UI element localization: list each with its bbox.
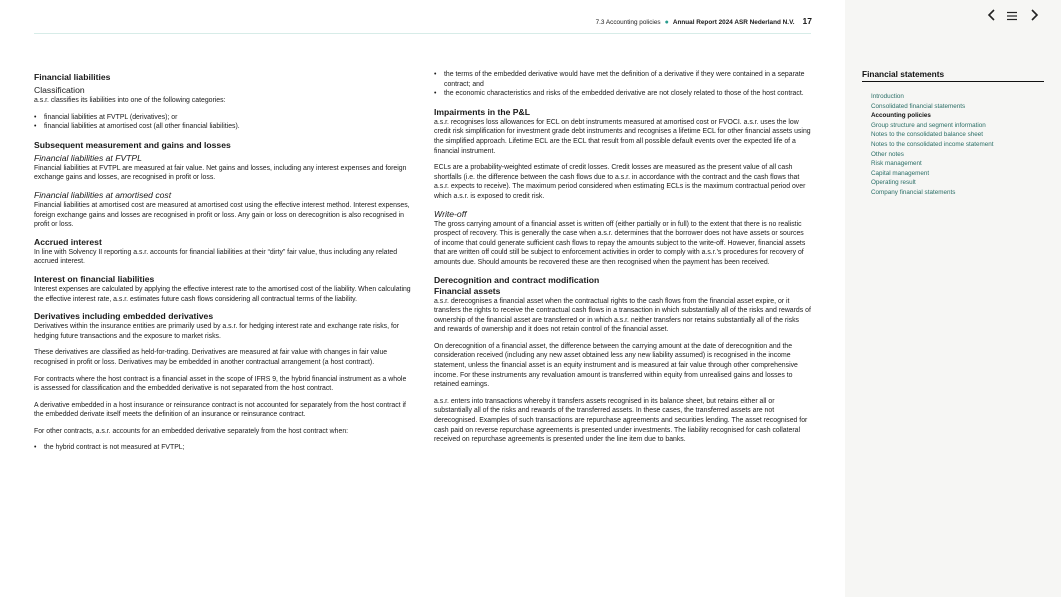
paragraph-derivatives-3: For contracts where the host contract is a financial asset in the scope of IFRS 9, the hybrid financial instrument as a whole is assessed for classification and the embedded derivative is not separated from the host contract.: [34, 375, 407, 393]
paragraph-derivatives-2: These derivatives are classified as held-for-trading. Derivatives are measured at fair value with changes in fair value recognised in profit or loss. Derivatives may be embedded in another contractual arrangement (a host contract).: [34, 349, 388, 366]
classification-list: [34, 113, 411, 132]
header-section[interactable]: 7.3 Accounting policies: [595, 19, 661, 26]
list-item: • financial liabilities at FVTPL (derivatives); or: [34, 113, 411, 123]
toc-divider: [862, 81, 1044, 82]
left-column: [34, 68, 411, 461]
chevron-left-icon[interactable]: [983, 8, 1001, 26]
heading-classification: Classification: [34, 85, 85, 95]
header-report-title: Annual Report 2024 ASR Nederland N.V.: [672, 19, 795, 26]
paragraph-derecognition-1: a.s.r. derecognises a financial asset when the contractual rights to the cash flows from the financial asset expire, or it transfers the rights to receive the contractual cash flows in a transaction in which substantially all of the risks and rewards of ownership of the financial asset are transferred or in which a.s.r. neither transfers nor retains substantially all of the risks and rewards of ownership and it does not retain control of the financial asset.: [434, 297, 811, 334]
paragraph-impairments-2: ECLs are a probability-weighted estimate of credit losses. Credit losses are measured as the present value of all cash shortfalls (i.e. the difference between the cash flows due to a.s.r. in accordance with the contract and the cash flows that a.s.r. expects to receive). The maximum period considered when estimating ECLs is the maximum contractual period over which a.s.r. is exposed to credit risk.: [434, 164, 806, 200]
heading-interest-financial-liabilities: Interest on financial liabilities: [34, 273, 155, 284]
toc-item-operating-result[interactable]: Operating result: [871, 179, 916, 187]
list-item: • financial liabilities at amortised cost (all other financial liabilities).: [34, 122, 411, 132]
header-divider: [34, 33, 811, 34]
list-item: • the economic characteristics and risks of the embedded derivative are not closely related to those of the host contract.: [434, 89, 811, 99]
paragraph-write-off: The gross carrying amount of a financial asset is written off (either partially or in full) to the extent that there is no realistic prospect of recovery. This is generally the case when a.s.r. determines that the borrower does not have assets or sources of income that could generate sufficient cash flows to repay the amounts subject to the write-off. However, financial assets that are written off could still be subject to enforcement activities in order to comply with a.s.r.’s procedures for recovery of amounts due. Should amounts be recovered these are then recognised when the payment has been received.: [434, 220, 806, 266]
right-column: [434, 68, 811, 452]
heading-accrued-interest: Accrued interest: [34, 236, 102, 247]
paragraph-derivatives-4: A derivative embedded in a host insurance or reinsurance contract is not accounted for separately from the host contract if the embedded derivate itself meets the definition of an insurance or reinsurance contract.: [34, 401, 406, 419]
paragraph-fvtpl: Financial liabilities at FVTPL are measured at fair value. Net gains and losses, including any interest expenses and foreign exchange gains and losses, are recognised in profit or loss.: [34, 164, 407, 182]
toc-item-risk-management[interactable]: Risk management: [871, 160, 922, 168]
toc-list: [871, 92, 994, 198]
list-item: • the hybrid contract is not measured at FVTPL;: [34, 443, 411, 453]
paragraph-derecognition-3: a.s.r. enters into transactions whereby it transfers assets recognised in its balance sheet, but retains either all or substantially all of the risks and rewards of the transferred assets. In these cases, the transferred assets are not derecognised. Examples of such transactions are repurchase agreements and securities lending. The asset recognised for cash paid on reverse repurchase agreements is presented under investments. The liability recognised for cash collateral received on repurchase agreements is presented under the line item due to banks.: [434, 397, 808, 444]
heading-derecognition: Derecognition and contract modification: [434, 274, 600, 285]
page-header: [540, 14, 812, 28]
paragraph-derivatives-1: Derivatives within the insurance entities are primarily used by a.s.r. for hedging interest rate and exchange rate risks, for hedging future transactions and the exposure to market risks.: [34, 323, 399, 340]
heading-financial-assets: Financial assets: [434, 285, 501, 296]
toc-item-consolidated-statements[interactable]: Consolidated financial statements: [871, 102, 966, 110]
toc-item-accounting-policies[interactable]: Accounting policies: [871, 112, 931, 120]
heading-financial-liabilities: Financial liabilities: [34, 72, 111, 82]
derivative-conditions-list-continued: [434, 70, 811, 99]
heading-write-off: Write-off: [434, 208, 467, 219]
heading-liabilities-fvtpl: Financial liabilities at FVTPL: [34, 152, 142, 163]
header-dot-icon: ●: [664, 19, 669, 26]
toc-item-company-statements[interactable]: Company financial statements: [871, 188, 956, 196]
toc-item-introduction[interactable]: Introduction: [871, 93, 904, 100]
heading-liabilities-amortised-cost: Financial liabilities at amortised cost: [34, 189, 172, 200]
heading-derivatives: Derivatives including embedded derivatives: [34, 311, 214, 322]
paragraph-interest: Interest expenses are calculated by applying the effective interest rate to the amortised cost of the liability. When calculating the effective interest rate, a.s.r. estimates future cash flows considering all contractual terms of the liability.: [34, 285, 411, 303]
derivative-conditions-list: [34, 443, 411, 453]
sidebar: [845, 0, 1061, 597]
heading-subsequent-measurement: Subsequent measurement and gains and losses: [34, 139, 231, 150]
chevron-right-icon[interactable]: [1025, 8, 1043, 26]
heading-impairments: Impairments in the P&L: [434, 106, 530, 117]
paragraph-classification: a.s.r. classifies its liabilities into one of the following categories:: [34, 97, 226, 104]
list-item: • the terms of the embedded derivative would have met the definition of a derivative if they were contained in a separate contract; and: [434, 70, 811, 89]
toc-item-other-notes[interactable]: Other notes: [871, 150, 904, 158]
toc-item-group-structure[interactable]: Group structure and segment information: [871, 121, 986, 129]
toc-item-notes-balance-sheet[interactable]: Notes to the consolidated balance sheet: [871, 131, 984, 139]
toc-title: Financial statements: [862, 69, 945, 79]
paragraph-derecognition-2: On derecognition of a financial asset, the difference between the carrying amount at the date of derecognition and the consideration received (including any new asset obtained less any new liability assumed) is recognised in the income statement, unless the financial asset is an equity instrument and is measured at fair value through other comprehensive income. For these instruments any revaluation amount is transferred within equity from unrealised gains and losses to retained earnings.: [434, 342, 798, 389]
menu-icon[interactable]: [1003, 8, 1021, 26]
toc-item-capital-management[interactable]: Capital management: [871, 169, 930, 177]
page-number: 17: [802, 16, 812, 26]
toc-item-notes-income-statement[interactable]: Notes to the consolidated income statement: [871, 140, 994, 148]
paragraph-derivatives-5: For other contracts, a.s.r. accounts for an embedded derivative separately from the host contract when:: [34, 427, 349, 435]
paragraph-impairments-1: a.s.r. recognises loss allowances for ECL on debt instruments measured at amortised cost or FVOCI. a.s.r. uses the low credit risk simplification for investment grade debt instruments and recognises a lifetime ECL for other financial assets using the simplified approach. Lifetime ECL are the ECL that result from all possible default events over the expected life of a financial instrument.: [434, 118, 811, 155]
paragraph-accrued-interest: In line with Solvency II reporting a.s.r. accounts for financial liabilities at their “dirty” fair value, thus including any related accrued interest.: [34, 248, 398, 266]
paragraph-amortised-cost: Financial liabilities at amortised cost are measured at amortised cost using the effective interest method. Interest expenses, foreign exchange gains and losses are recognised in profit or loss. Any gain or loss on derecognition is also recognised in profit or loss.: [34, 201, 410, 229]
